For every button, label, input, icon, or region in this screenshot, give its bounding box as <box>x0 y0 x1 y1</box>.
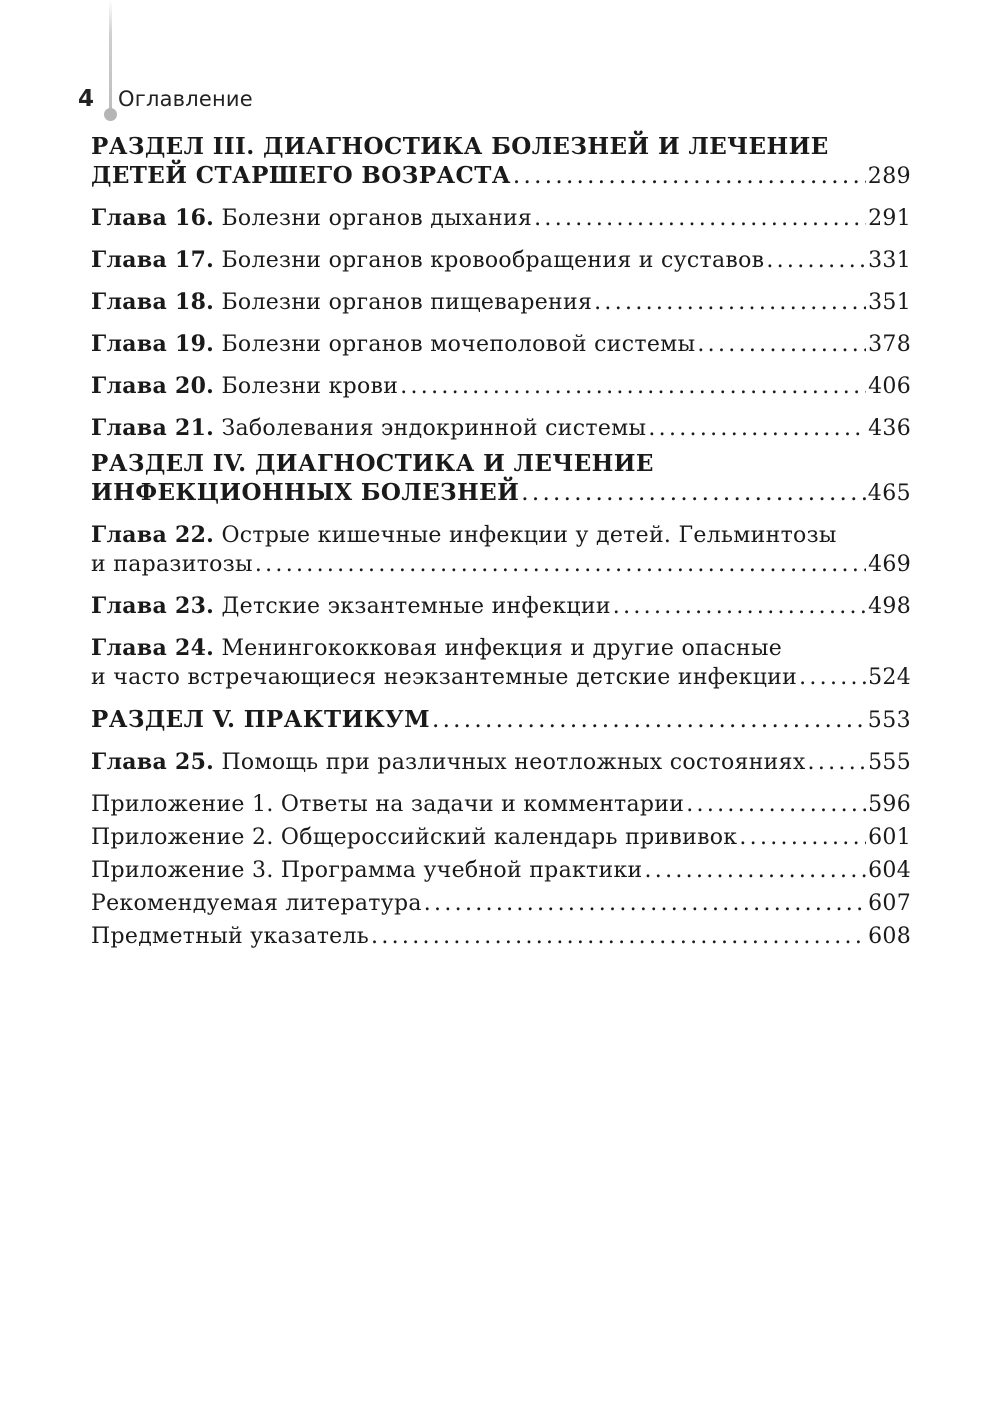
dot-leader <box>400 372 866 401</box>
toc-section-3[interactable] <box>91 132 911 191</box>
chapter-label: Глава 17. <box>91 247 215 273</box>
page-ref: 553 <box>867 708 911 733</box>
running-head <box>78 83 253 115</box>
dot-leader <box>644 856 866 885</box>
chapter-title-line2: и часто встречающиеся неэкзантемные детские инфекции <box>91 665 798 690</box>
dot-leader <box>686 790 866 819</box>
chapter-label: Глава 21. <box>91 415 215 441</box>
page-ref: 469 <box>868 552 911 577</box>
page-ref: 596 <box>868 792 911 817</box>
page-ref: 351 <box>868 290 911 315</box>
chapter-title: Болезни органов дыхания <box>221 206 533 231</box>
running-title: Оглавление <box>118 87 253 111</box>
toc-chapter-24[interactable] <box>91 634 911 692</box>
page-ref: 378 <box>868 332 911 357</box>
dot-leader <box>521 479 866 508</box>
toc-chapter-23[interactable] <box>91 592 911 621</box>
chapter-title-line1: Острые кишечные инфекции у детей. Гельминтозы <box>221 523 837 548</box>
dot-leader <box>424 889 866 918</box>
chapter-label: Глава 20. <box>91 373 215 399</box>
toc-chapter-17[interactable] <box>91 246 911 275</box>
toc-chapter-25[interactable] <box>91 748 911 777</box>
toc-appendix-1[interactable] <box>91 790 911 819</box>
toc-chapter-22[interactable] <box>91 521 911 579</box>
section-title-line2: ИНФЕКЦИОННЫХ БОЛЕЗНЕЙ <box>91 479 520 506</box>
dot-leader <box>808 748 867 777</box>
dot-leader <box>371 922 866 951</box>
dot-leader <box>432 706 866 735</box>
table-of-contents <box>91 132 911 951</box>
toc-section-5[interactable] <box>91 705 911 735</box>
toc-chapter-19[interactable] <box>91 330 911 359</box>
chapter-title-line2: и паразитозы <box>91 552 253 577</box>
dot-leader <box>613 592 866 621</box>
page-ref: 498 <box>868 594 911 619</box>
chapter-label: Глава 24. <box>91 635 215 661</box>
appendix-title: Приложение 2. Общероссийский календарь прививок <box>91 825 738 850</box>
page-ref: 604 <box>868 858 911 883</box>
appendix-title: Приложение 1. Ответы на задачи и комментарии <box>91 792 685 817</box>
toc-section-4[interactable] <box>91 449 911 508</box>
page-ref: 608 <box>868 924 911 949</box>
chapter-title: Болезни крови <box>221 374 399 399</box>
chapter-title: Помощь при различных неотложных состояниях <box>221 750 806 775</box>
page-ref: 601 <box>868 825 911 850</box>
chapter-title: Болезни органов кровообращения и суставов <box>221 248 765 273</box>
dot-leader <box>739 823 866 852</box>
chapter-label: Глава 19. <box>91 331 215 357</box>
chapter-title-line1: Менингококковая инфекция и другие опасные <box>221 636 783 661</box>
chapter-label: Глава 25. <box>91 749 215 775</box>
section-title-line2: ДЕТЕЙ СТАРШЕГО ВОЗРАСТА <box>91 162 511 189</box>
dot-leader <box>534 204 866 233</box>
page-ref: 289 <box>867 164 911 189</box>
chapter-label: Глава 18. <box>91 289 215 315</box>
section-title: РАЗДЕЛ V. ПРАКТИКУМ <box>91 706 430 733</box>
toc-chapter-21[interactable] <box>91 414 911 443</box>
page-ref: 436 <box>868 416 911 441</box>
toc-appendix-3[interactable] <box>91 856 911 885</box>
dot-leader <box>255 550 866 579</box>
toc-literature[interactable] <box>91 889 911 918</box>
dot-leader <box>766 246 866 275</box>
section-title-line1: РАЗДЕЛ IV. ДИАГНОСТИКА И ЛЕЧЕНИЕ <box>91 450 654 477</box>
page-ref: 555 <box>868 750 911 775</box>
chapter-title: Детские экзантемные инфекции <box>221 594 611 619</box>
toc-appendix-2[interactable] <box>91 823 911 852</box>
dot-leader <box>594 288 866 317</box>
dot-leader <box>799 663 866 692</box>
chapter-title: Болезни органов мочеполовой системы <box>221 332 696 357</box>
chapter-label: Глава 23. <box>91 593 215 619</box>
chapter-label: Глава 22. <box>91 522 215 548</box>
page-number: 4 <box>78 86 95 112</box>
page-ref: 607 <box>868 891 911 916</box>
chapter-label: Глава 16. <box>91 205 215 231</box>
dot-leader <box>648 414 866 443</box>
section-title-line1: РАЗДЕЛ III. ДИАГНОСТИКА БОЛЕЗНЕЙ И ЛЕЧЕНИЕ <box>91 133 829 160</box>
toc-index[interactable] <box>91 922 911 951</box>
page-ref: 331 <box>868 248 911 273</box>
toc-chapter-20[interactable] <box>91 372 911 401</box>
literature-title: Рекомендуемая литература <box>91 891 422 916</box>
toc-chapter-16[interactable] <box>91 204 911 233</box>
chapter-title: Болезни органов пищеварения <box>221 290 593 315</box>
page-ref: 524 <box>868 665 911 690</box>
page-ref: 465 <box>867 481 911 506</box>
dot-leader <box>513 162 866 191</box>
page-ref: 291 <box>868 206 911 231</box>
toc-chapter-18[interactable] <box>91 288 911 317</box>
chapter-title: Заболевания эндокринной системы <box>221 416 647 441</box>
dot-leader <box>697 330 866 359</box>
page-ref: 406 <box>868 374 911 399</box>
index-title: Предметный указатель <box>91 924 370 949</box>
appendix-title: Приложение 3. Программа учебной практики <box>91 858 643 883</box>
